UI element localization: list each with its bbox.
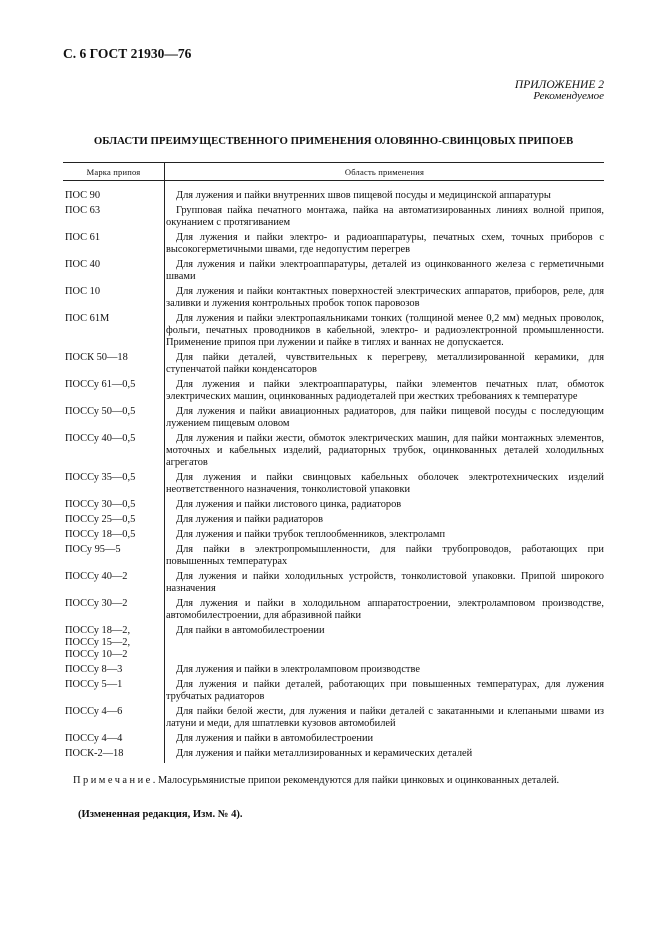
solder-grade: ПОСу 95—5 <box>63 544 165 571</box>
solder-grade: ПОССу 18—2, ПОССу 15—2, ПОССу 10—2 <box>63 625 165 664</box>
table-row <box>63 706 604 733</box>
note <box>63 775 604 787</box>
table-row <box>63 529 604 544</box>
appendix-label <box>515 80 604 102</box>
application-area: Для пайки деталей, чувствительных к перегреву, металлизированной керамики, для ступенчатой пайки конденсаторов <box>166 352 604 375</box>
application-area: Для лужения и пайки в холодильном аппаратостроении, электроламповом производстве, автомобилестроении, для абразивной пайки <box>166 598 604 621</box>
table-row <box>63 379 604 406</box>
note-label: Примечание <box>73 775 153 786</box>
application-area: Для лужения и пайки холодильных устройств, тонколистовой упаковки. Припой широкого назначения <box>166 571 604 594</box>
table-row <box>63 748 604 763</box>
application-area: Для лужения и пайки внутренних швов пищевой посуды и медицинской аппаратуры <box>176 190 551 201</box>
application-area: Для пайки в автомобилестроении <box>176 625 325 636</box>
application-area: Для лужения и пайки электропаяльниками тонких (толщиной менее 0,2 мм) медных проволок, фольги, печатных проводников в кабельной, электро- и радиоэлектронной промышленности. Применение припоя при лужении и пайке в тиглях и ваннах не допускается. <box>166 313 604 348</box>
table-row <box>63 733 604 748</box>
table-row <box>63 679 604 706</box>
solder-grade: ПОСК 50—18 <box>63 352 165 379</box>
column-header-application: Область применения <box>165 163 605 181</box>
application-area: Для лужения и пайки авиационных радиаторов, для пайки пищевой посуды с последующим лужением пищевым оловом <box>166 406 604 429</box>
solder-grade: ПОССу 40—0,5 <box>63 433 165 472</box>
table-row <box>63 472 604 499</box>
solder-grade: ПОС 63 <box>63 205 165 232</box>
amendment-note: (Измененная редакция, Изм. № 4). <box>78 809 243 820</box>
application-area: Для лужения и пайки электроаппаратуры, деталей из оцинкованного железа с герметичными швами <box>166 259 604 282</box>
table-row <box>63 352 604 379</box>
solder-grade: ПОС 10 <box>63 286 165 313</box>
table-row <box>63 259 604 286</box>
solder-grade: ПОС 61 <box>63 232 165 259</box>
solder-grade: ПОССу 25—0,5 <box>63 514 165 529</box>
solder-grade: ПОС 61М <box>63 313 165 352</box>
table-row <box>63 544 604 571</box>
application-area: Для лужения и пайки жести, обмоток электрических машин, для пайки монтажных элементов, моточных и кабельных изделий, радиаторных трубок, оцинкованных деталей холодильных агрегатов <box>166 433 604 468</box>
solder-grade: ПОССу 35—0,5 <box>63 472 165 499</box>
application-area: Для лужения и пайки электро- и радиоаппаратуры, печатных схем, точных приборов с высокогерметичными швами, где недопустим перегрев <box>166 232 604 255</box>
table-row <box>63 571 604 598</box>
page-header: С. 6 ГОСТ 21930—76 <box>63 46 192 61</box>
application-area: Для пайки в электропромышленности, для пайки трубопроводов, работающих при повышенных температурах <box>166 544 604 567</box>
application-area: Для лужения и пайки в электроламповом производстве <box>176 664 420 675</box>
application-area: Для лужения и пайки контактных поверхностей электрических аппаратов, приборов, реле, для заливки и лужения контрольных пробок топок паровозов <box>166 286 604 309</box>
application-area: Для лужения и пайки деталей, работающих при повышенных температурах, для лужения трубчатых радиаторов <box>166 679 604 702</box>
column-header-grade: Марка припоя <box>63 163 165 181</box>
note-text: . Малосурьмянистые припои рекомендуются для пайки цинковых и оцинкованных деталей. <box>152 775 560 786</box>
solder-grade: ПОССу 30—0,5 <box>63 499 165 514</box>
table-row <box>63 286 604 313</box>
application-area: Для лужения и пайки металлизированных и керамических деталей <box>176 748 473 759</box>
table-row <box>63 664 604 679</box>
solder-grade: ПОССу 4—4 <box>63 733 165 748</box>
solder-grade: ПОССу 18—0,5 <box>63 529 165 544</box>
table-row <box>63 625 604 664</box>
solder-grade: ПОССу 4—6 <box>63 706 165 733</box>
application-area: Для лужения и пайки свинцовых кабельных оболочек электротехнических изделий неответственного назначения, тонколистовой упаковки <box>166 472 604 495</box>
document-title: ОБЛАСТИ ПРЕИМУЩЕСТВЕННОГО ПРИМЕНЕНИЯ ОЛОВЯННО-СВИНЦОВЫХ ПРИПОЕВ <box>93 135 574 147</box>
application-area: Для лужения и пайки электроаппаратуры, пайки элементов печатных плат, обмоток электрических машин, оцинкованных радиодеталей при жестких требованиях к температуре <box>166 379 604 402</box>
application-area: Для лужения и пайки радиаторов <box>176 514 324 525</box>
application-area: Для пайки белой жести, для лужения и пайки деталей с закатанными и клепаными швами из латуни и меди, для шпатлевки кузовов автомобилей <box>166 706 604 729</box>
solder-grade: ПОС 40 <box>63 259 165 286</box>
solder-grade: ПОССу 5—1 <box>63 679 165 706</box>
solder-grade: ПОССу 50—0,5 <box>63 406 165 433</box>
solder-grade: ПОС 90 <box>63 181 165 206</box>
solder-grade: ПОССу 30—2 <box>63 598 165 625</box>
solder-grade: ПОССу 40—2 <box>63 571 165 598</box>
table-row <box>63 205 604 232</box>
appendix-status: Рекомендуемое <box>533 90 604 102</box>
table-row <box>63 598 604 625</box>
table-row <box>63 181 604 206</box>
application-area: Для лужения и пайки трубок теплообменников, электроламп <box>176 529 446 540</box>
table-row <box>63 499 604 514</box>
table-row <box>63 232 604 259</box>
table-row <box>63 406 604 433</box>
solder-grade: ПОССу 8—3 <box>63 664 165 679</box>
application-area: Для лужения и пайки в автомобилестроении <box>176 733 374 744</box>
application-area: Для лужения и пайки листового цинка, радиаторов <box>176 499 402 510</box>
table-row <box>63 313 604 352</box>
table-row <box>63 433 604 472</box>
application-area: Групповая пайка печатного монтажа, пайка на автоматизированных линиях волной припоя, окунанием с протягиванием <box>166 205 604 228</box>
solder-grade: ПОССу 61—0,5 <box>63 379 165 406</box>
solder-table <box>63 162 604 763</box>
table-row <box>63 514 604 529</box>
appendix-number: ПРИЛОЖЕНИЕ 2 <box>514 79 604 91</box>
solder-grade: ПОСК-2—18 <box>63 748 165 763</box>
